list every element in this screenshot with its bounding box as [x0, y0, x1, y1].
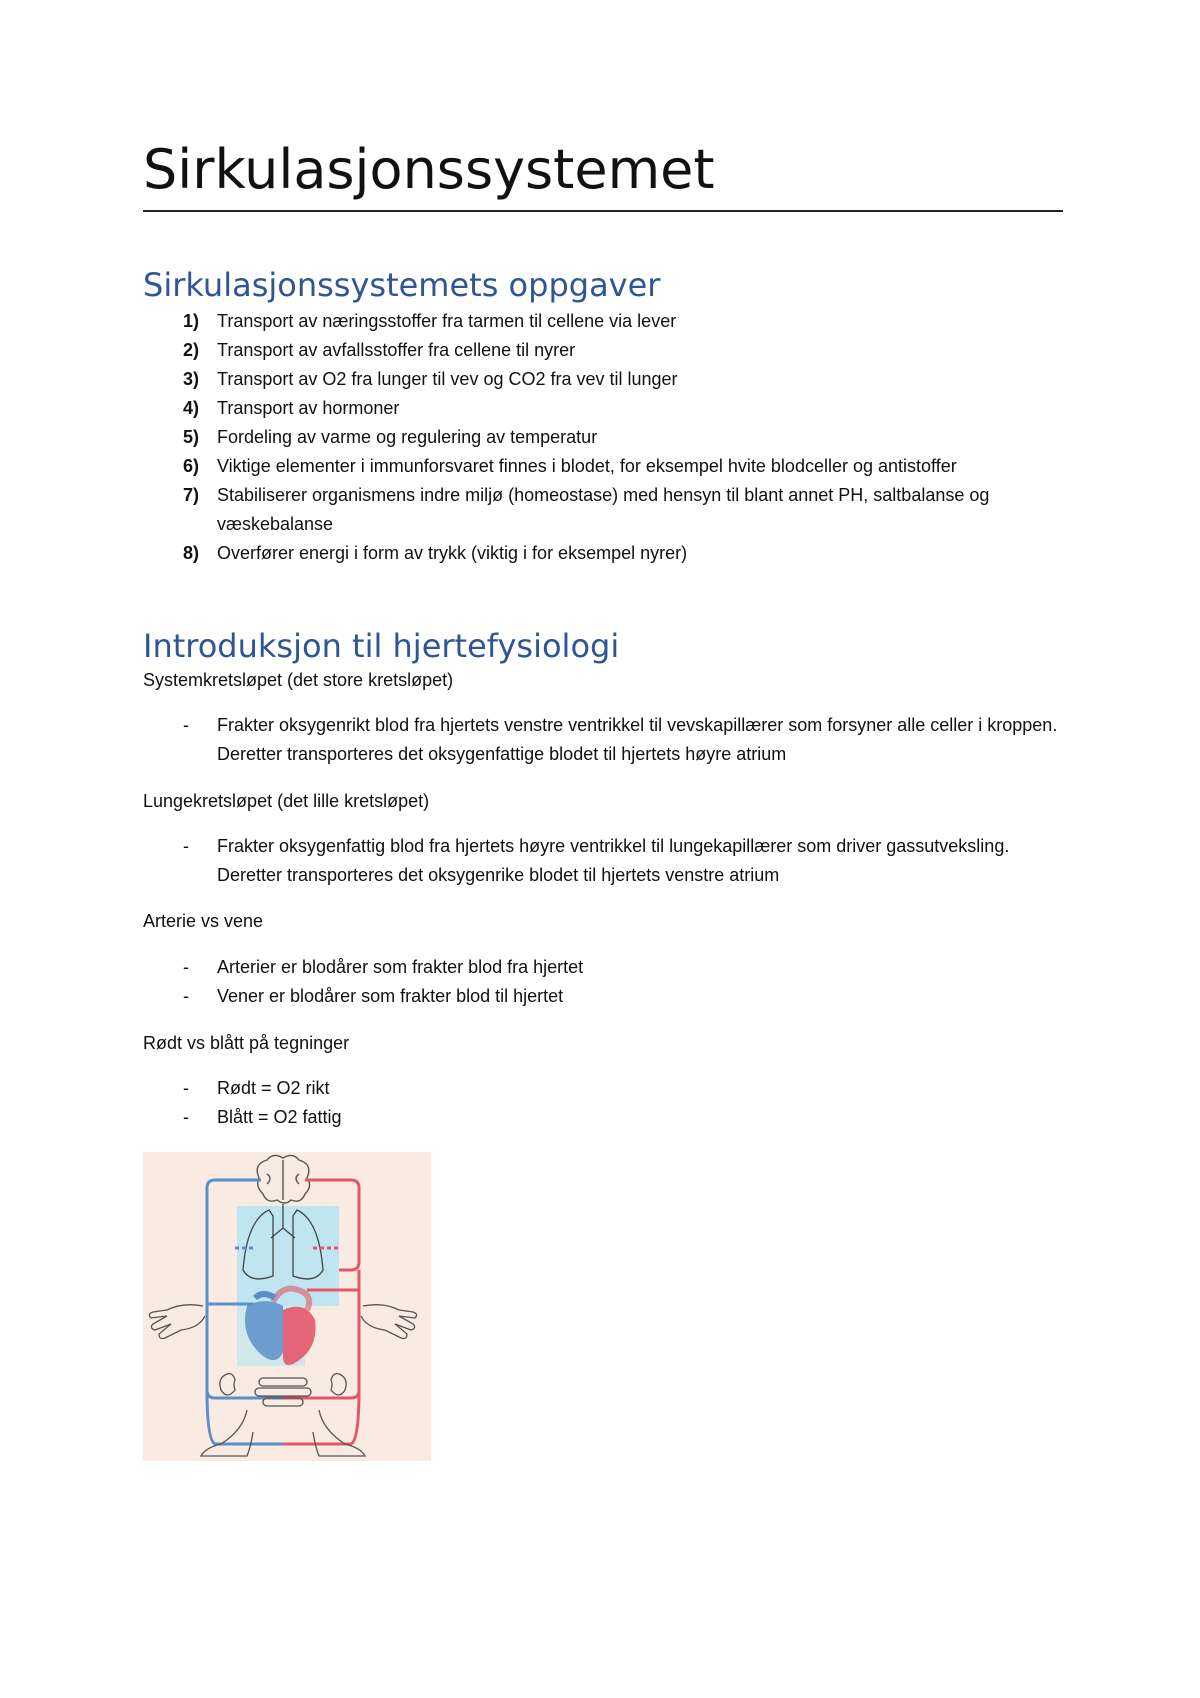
list-item: 3) Transport av O2 fra lunger til vev og CO2 fra vev til lunger: [183, 369, 678, 389]
list-item: 5) Fordeling av varme og regulering av temperatur: [183, 427, 598, 447]
intestine-icon: [255, 1378, 311, 1406]
feet-icon: [201, 1410, 365, 1456]
label-rodt-blatt: Rødt vs blått på tegninger: [143, 1033, 350, 1053]
label-lungekretslop: Lungekretsløpet (det lille kretsløpet): [143, 791, 430, 811]
circulation-diagram: [143, 1152, 431, 1461]
tasks-list: [143, 307, 1063, 568]
page-title: Sirkulasjonssystemet: [143, 138, 715, 201]
list-item: - Vener er blodårer som frakter blod til hjertet: [183, 986, 564, 1006]
title-underline: [143, 210, 1063, 212]
list-item: 4) Transport av hormoner: [183, 398, 400, 418]
list-item: - Arterier er blodårer som frakter blod fra hjertet: [183, 957, 584, 977]
left-hand-icon: [149, 1305, 205, 1339]
label-arterie-vene: Arterie vs vene: [143, 911, 264, 931]
lungekretslop-list: [143, 832, 1063, 890]
list-item: 8) Overfører energi i form av trykk (viktig i for eksempel nyrer): [183, 543, 688, 563]
rodt-blatt-list: [143, 1074, 1063, 1132]
heading-oppgaver: Sirkulasjonssystemets oppgaver: [143, 266, 661, 304]
list-item: - Blått = O2 fattig: [183, 1107, 342, 1127]
label-systemkretslop: Systemkretsløpet (det store kretsløpet): [143, 670, 454, 690]
right-hand-icon: [361, 1305, 417, 1339]
list-item: 1) Transport av næringsstoffer fra tarmen til cellene via lever: [183, 311, 677, 331]
list-item: - Frakter oksygenrikt blod fra hjertets venstre ventrikkel til vevskapillærer som forsyner alle celler i kroppen. Deretter transporteres det oksygenfattige blodet til hjertets høyre atrium: [183, 715, 1058, 764]
arterie-vene-list: [143, 953, 1063, 1011]
list-item: 6) Viktige elementer i immunforsvaret finnes i blodet, for eksempel hvite blodceller og antistoffer: [183, 456, 957, 476]
circulation-illustration: [143, 1152, 431, 1461]
list-item: - Frakter oksygenfattig blod fra hjertets høyre ventrikkel til lungekapillærer som driver gassutveksling. Deretter transporteres det oksygenrike blodet til hjertets venstre atrium: [183, 836, 1010, 885]
kidney-icon: [220, 1374, 346, 1395]
brain-icon: [257, 1155, 309, 1203]
list-item: 7) Stabiliserer organismens indre miljø (homeostase) med hensyn til blant annet PH, saltbalanse og væskebalanse: [183, 485, 990, 534]
list-item: 2) Transport av avfallsstoffer fra cellene til nyrer: [183, 340, 576, 360]
heading-hjertefysiologi: Introduksjon til hjertefysiologi: [143, 627, 620, 665]
list-item: - Rødt = O2 rikt: [183, 1078, 330, 1098]
systemkretslop-list: [143, 711, 1063, 769]
